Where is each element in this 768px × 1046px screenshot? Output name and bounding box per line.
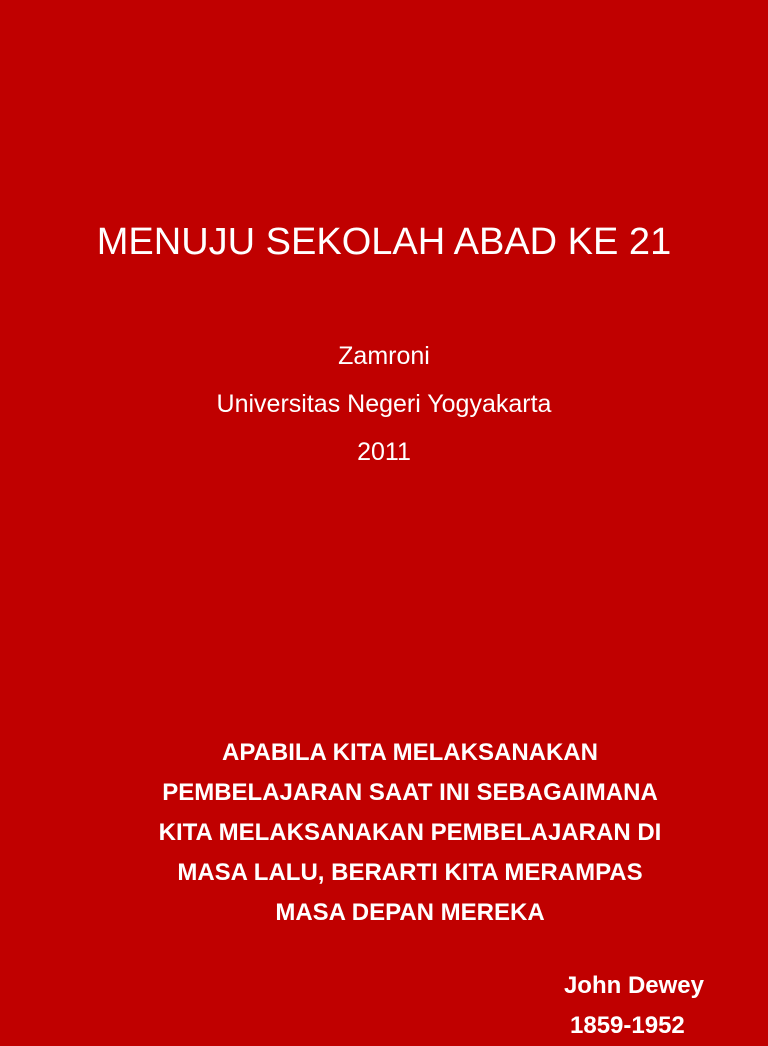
- quote-line: MASA LALU, BERARTI KITA MERAMPAS: [177, 859, 643, 886]
- quote-line: APABILA KITA MELAKSANAKAN: [222, 739, 598, 766]
- presentation-year: 2011: [357, 438, 411, 466]
- slide-title: MENUJU SEKOLAH ABAD KE 21: [96, 221, 672, 263]
- quote-line: MASA DEPAN MEREKA: [275, 899, 545, 926]
- slide-subtitle: [0, 332, 768, 476]
- quote-author-years: 1859-1952: [570, 1012, 685, 1039]
- quote-line: PEMBELAJARAN SAAT INI SEBAGAIMANA: [162, 779, 658, 806]
- quote-line: KITA MELAKSANAKAN PEMBELAJARAN DI: [158, 819, 662, 846]
- presenter-name: Zamroni: [338, 342, 430, 370]
- quote-author: John Dewey: [563, 972, 704, 999]
- presenter-institution: Universitas Negeri Yogyakarta: [216, 390, 552, 418]
- quote-block: [90, 733, 730, 933]
